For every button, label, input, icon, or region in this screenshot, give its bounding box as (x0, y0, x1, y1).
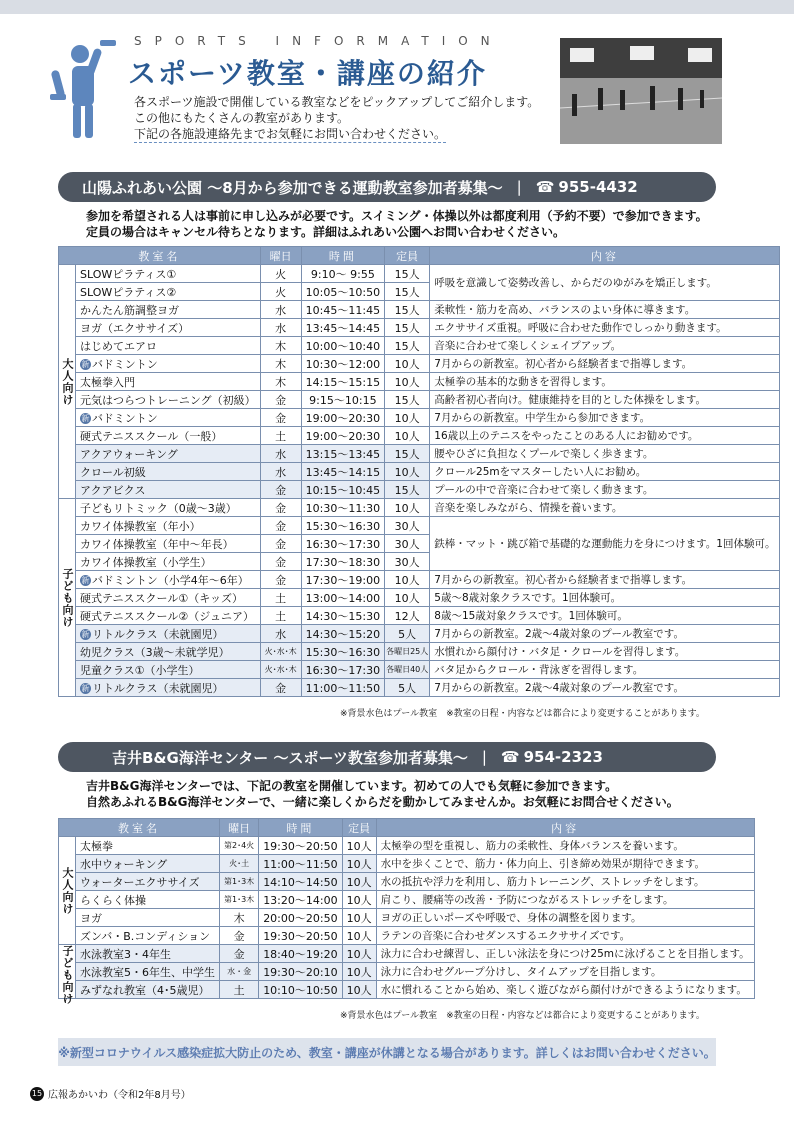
class-capacity: 10人 (342, 981, 376, 999)
class-day: 金 (260, 553, 301, 571)
class-capacity: 10人 (342, 837, 376, 855)
class-name-text: 硬式テニススクール（一般） (80, 429, 223, 443)
class-description: バタ足からクロール・背泳ぎを習得します。 (430, 661, 780, 679)
class-name-text: 幼児クラス（3歳～未就学児） (80, 645, 230, 659)
table-row (59, 337, 780, 355)
class-name (76, 589, 261, 607)
class-day: 火･土 (220, 855, 259, 873)
table-row (59, 391, 780, 409)
sports-information-label: SPORTS INFORMATION (134, 34, 503, 48)
class-time: 19:30～20:50 (259, 927, 342, 945)
table-row (59, 963, 755, 981)
class-name (76, 909, 220, 927)
class-description: 7月からの新教室。初心者から経験者まで指導します。 (430, 355, 780, 373)
class-capacity: 各曜日40人 (385, 661, 430, 679)
class-day: 火･水･木 (260, 643, 301, 661)
class-capacity: 15人 (385, 481, 430, 499)
class-name-text: 水泳教室5・6年生、中学生 (80, 965, 215, 979)
class-day: 土 (260, 589, 301, 607)
class-time: 10:15～10:45 (301, 481, 384, 499)
class-name-text: ウォーターエクササイズ (80, 875, 200, 889)
class-time: 13:45～14:45 (301, 319, 384, 337)
class-description: 腰やひざに負担なくプールで楽しく歩きます。 (430, 445, 780, 463)
table-header-row (59, 247, 780, 265)
table-row (59, 499, 780, 517)
class-capacity: 10人 (342, 909, 376, 927)
class-day: 水 (260, 301, 301, 319)
class-name-text: バドミントン (92, 411, 158, 425)
new-badge-icon: 新 (81, 630, 90, 639)
sanyo-section-header (58, 172, 716, 202)
col-header-content: 内容 (430, 247, 780, 265)
category-child: 子ども向け (59, 499, 76, 697)
class-name (76, 319, 261, 337)
class-name-text: 硬式テニススクール②（ジュニア） (80, 609, 254, 623)
class-name-text: リトルクラス（未就園児） (92, 681, 224, 695)
class-capacity: 30人 (385, 553, 430, 571)
class-description: ヨガの正しいポーズや呼吸で、身体の調整を図ります。 (376, 909, 754, 927)
class-name (76, 927, 220, 945)
new-badge-icon: 新 (81, 576, 90, 585)
table-row (59, 607, 780, 625)
class-time: 10:30～11:30 (301, 499, 384, 517)
col-header-day: 曜日 (260, 247, 301, 265)
class-day: 第2･4火 (220, 837, 259, 855)
class-name-text: はじめてエアロ (80, 339, 157, 353)
sanyo-lead (86, 208, 708, 240)
class-description: 肩こり、腰痛等の改善・予防につながるストレッチをします。 (376, 891, 754, 909)
class-name (76, 517, 261, 535)
class-capacity: 10人 (385, 463, 430, 481)
class-day: 第1･3木 (220, 891, 259, 909)
class-time: 11:00～11:50 (259, 855, 342, 873)
class-time: 16:30～17:30 (301, 535, 384, 553)
category-adult: 大人向け (59, 265, 76, 499)
class-day: 土 (260, 427, 301, 445)
sanyo-lead-line: 参加を希望される人は事前に申し込みが必要です。スイミング・体操以外は都度利用（予約不要）で参加できます。 (86, 209, 708, 223)
class-name (76, 283, 261, 301)
yoshii-section-header (58, 742, 716, 772)
class-description: プールの中で音楽に合わせて楽しく動きます。 (430, 481, 780, 499)
col-header-name: 教室名 (59, 247, 261, 265)
class-name-text: カワイ体操教室（年小） (80, 519, 201, 533)
class-name-text: 硬式テニススクール①（キッズ） (80, 591, 243, 605)
class-capacity: 15人 (385, 337, 430, 355)
new-badge-icon: 新 (81, 360, 90, 369)
separator: | (481, 748, 487, 766)
class-day: 金 (260, 679, 301, 697)
table-row (59, 571, 780, 589)
class-name (76, 499, 261, 517)
class-name-text: らくらく体操 (80, 893, 146, 907)
class-capacity: 5人 (385, 679, 430, 697)
class-day: 木 (260, 337, 301, 355)
class-description: 音楽を楽しみながら、情操を養います。 (430, 499, 780, 517)
class-capacity: 10人 (385, 589, 430, 607)
class-name-text: アクアビクス (80, 483, 146, 497)
class-description: 7月からの新教室。中学生から参加できます。 (430, 409, 780, 427)
table-row (59, 319, 780, 337)
class-day: 木 (260, 373, 301, 391)
class-name-text: ヨガ（エクササイズ） (80, 321, 190, 335)
class-name (76, 265, 261, 283)
class-capacity: 12人 (385, 607, 430, 625)
yoshii-lead (86, 778, 679, 810)
class-day: 金 (260, 517, 301, 535)
covid-notice: ※新型コロナウイルス感染症拡大防止のため、教室・講座が休講となる場合があります。詳しくはお問い合わせください。 (58, 1038, 716, 1066)
class-name (76, 625, 261, 643)
class-name-text: リトルクラス（未就園児） (92, 627, 224, 641)
class-day: 水 (260, 319, 301, 337)
class-name (76, 553, 261, 571)
category-child: 子ども向け (59, 945, 76, 999)
class-capacity: 10人 (342, 855, 376, 873)
col-header-time: 時間 (259, 819, 342, 837)
class-name (76, 661, 261, 679)
class-capacity: 10人 (385, 499, 430, 517)
class-capacity: 10人 (385, 571, 430, 589)
class-description: 太極拳の基本的な動きを習得します。 (430, 373, 780, 391)
class-day: 水・金 (220, 963, 259, 981)
class-name-text: ヨガ (80, 911, 102, 925)
table-row (59, 945, 755, 963)
class-day: 金 (260, 571, 301, 589)
class-day: 木 (260, 355, 301, 373)
class-name-text: 子どもリトミック（0歳～3歳） (80, 501, 237, 515)
table-row (59, 517, 780, 535)
sanyo-phone-number: 955-4432 (558, 178, 638, 196)
class-day: 金 (260, 409, 301, 427)
class-description: 7月からの新教室。初心者から経験者まで指導します。 (430, 571, 780, 589)
class-day: 金 (260, 499, 301, 517)
class-name (76, 337, 261, 355)
top-band (0, 0, 794, 14)
class-time: 10:30～12:00 (301, 355, 384, 373)
table-row (59, 445, 780, 463)
class-name-text: 元気はつらつトレーニング（初級） (80, 393, 256, 407)
table-row (59, 355, 780, 373)
class-day: 火 (260, 283, 301, 301)
table-row (59, 873, 755, 891)
table-row (59, 981, 755, 999)
class-description: ラテンの音楽に合わせダンスするエクササイズです。 (376, 927, 754, 945)
intro-line: 各スポーツ施設で開催している教室などをピックアップしてご紹介します。 (134, 95, 540, 109)
class-time: 19:00～20:30 (301, 409, 384, 427)
class-name-text: クロール初級 (80, 465, 146, 479)
new-badge-icon: 新 (81, 414, 90, 423)
class-name-text: カワイ体操教室（小学生） (80, 555, 212, 569)
yoshii-note: ※背景水色はプール教室 ※教室の日程・内容などは都合により変更することがあります。 (340, 1011, 705, 1021)
class-time: 10:05～10:50 (301, 283, 384, 301)
table-row (59, 643, 780, 661)
athlete-icon (50, 40, 122, 138)
class-name-text: ズンバ・B.コンディション (80, 929, 211, 943)
class-name (76, 355, 261, 373)
class-day: 水 (260, 625, 301, 643)
intro-line: この他にもたくさんの教室があります。 (134, 111, 350, 125)
phone-icon: ☎ (500, 748, 520, 766)
yoshii-phone-number: 954-2323 (523, 748, 603, 766)
class-time: 13:20～14:00 (259, 891, 342, 909)
table-row (59, 855, 755, 873)
yoshii-phone (501, 748, 603, 766)
class-time: 14:15～15:15 (301, 373, 384, 391)
class-description: 泳力に合わせ練習し、正しい泳法を身につけ25mに泳げることを目指します。 (376, 945, 754, 963)
class-description: クロール25mをマスターしたい人にお勧め。 (430, 463, 780, 481)
class-time: 16:30～17:30 (301, 661, 384, 679)
class-description: 水慣れから顔付け・バタ足・クロールを習得します。 (430, 643, 780, 661)
class-time: 14:30～15:30 (301, 607, 384, 625)
class-description: 7月からの新教室。2歳～4歳対象のプール教室です。 (430, 625, 780, 643)
class-name (76, 607, 261, 625)
class-capacity: 15人 (385, 445, 430, 463)
class-capacity: 15人 (385, 319, 430, 337)
class-name (76, 301, 261, 319)
class-name (76, 837, 220, 855)
phone-icon: ☎ (535, 178, 555, 196)
col-header-capacity: 定員 (342, 819, 376, 837)
class-time: 18:40～19:20 (259, 945, 342, 963)
table-row (59, 373, 780, 391)
class-capacity: 10人 (342, 927, 376, 945)
sanyo-note: ※背景水色はプール教室 ※教室の日程・内容などは都合により変更することがあります。 (340, 709, 705, 719)
class-time: 19:30～20:10 (259, 963, 342, 981)
class-name (76, 463, 261, 481)
table-row (59, 409, 780, 427)
class-time: 15:30～16:30 (301, 643, 384, 661)
sanyo-class-table (58, 246, 780, 697)
class-name (76, 945, 220, 963)
class-name (76, 981, 220, 999)
class-name-text: SLOWピラティス② (80, 285, 177, 299)
class-name (76, 445, 261, 463)
yoshii-lead-line: 吉井B&G海洋センターでは、下記の教室を開催しています。初めての人でも気軽に参加できます。 (86, 779, 618, 793)
class-name (76, 427, 261, 445)
table-header-row (59, 819, 755, 837)
class-name-text: 水中ウォーキング (80, 857, 168, 871)
class-name-text: 児童クラス①（小学生） (80, 663, 200, 677)
col-header-capacity: 定員 (385, 247, 430, 265)
class-capacity: 10人 (342, 963, 376, 981)
class-capacity: 5人 (385, 625, 430, 643)
class-description: 太極拳の型を重視し、筋力の柔軟性、身体バランスを養います。 (376, 837, 754, 855)
footer (30, 1086, 191, 1101)
class-time: 13:15～13:45 (301, 445, 384, 463)
class-description: 5歳～8歳対象クラスです。1回体験可。 (430, 589, 780, 607)
class-capacity: 15人 (385, 283, 430, 301)
class-description: 水中を歩くことで、筋力・体力向上、引き締め効果が期待できます。 (376, 855, 754, 873)
separator: | (516, 178, 522, 196)
class-capacity: 10人 (385, 409, 430, 427)
class-day: 金 (220, 945, 259, 963)
class-time: 17:30～18:30 (301, 553, 384, 571)
class-capacity: 30人 (385, 517, 430, 535)
class-description: 音楽に合わせて楽しくシェイプアップ。 (430, 337, 780, 355)
class-time: 15:30～16:30 (301, 517, 384, 535)
table-row (59, 909, 755, 927)
table-row (59, 625, 780, 643)
class-time: 10:00～10:40 (301, 337, 384, 355)
category-adult: 大人向け (59, 837, 76, 945)
class-description: 水に慣れることから始め、楽しく遊びながら顔付けができるようになります。 (376, 981, 754, 999)
new-badge-icon: 新 (81, 684, 90, 693)
class-day: 水 (260, 445, 301, 463)
class-name (76, 481, 261, 499)
class-name (76, 535, 261, 553)
class-name (76, 643, 261, 661)
class-name (76, 679, 261, 697)
table-row (59, 661, 780, 679)
class-description: 鉄棒・マット・跳び箱で基礎的な運動能力を身につけます。1回体験可。 (430, 517, 780, 571)
class-day: 木 (220, 909, 259, 927)
intro-line: 下記の各施設連絡先までお気軽にお問い合わせください。 (134, 127, 447, 141)
table-row (59, 481, 780, 499)
class-time: 13:00～14:00 (301, 589, 384, 607)
class-description: 呼吸を意識して姿勢改善し、からだのゆがみを矯正します。 (430, 265, 780, 301)
class-capacity: 10人 (385, 427, 430, 445)
class-day: 土 (260, 607, 301, 625)
class-day: 金 (260, 481, 301, 499)
class-description: エクササイズ重視。呼吸に合わせた動作でしっかり動きます。 (430, 319, 780, 337)
footer-publication: 広報あかいわ（令和2年8月号） (48, 1090, 191, 1101)
class-day: 火 (260, 265, 301, 283)
table-row (59, 301, 780, 319)
yoshii-class-table (58, 818, 755, 1005)
class-capacity: 15人 (385, 265, 430, 283)
class-capacity: 30人 (385, 535, 430, 553)
class-name-text: バドミントン (92, 357, 158, 371)
class-name-text: バドミントン（小学4年～6年） (92, 573, 249, 587)
table-row (59, 265, 780, 283)
class-capacity: 各曜日25人 (385, 643, 430, 661)
class-name-text: 太極拳入門 (80, 375, 135, 389)
class-capacity: 10人 (342, 945, 376, 963)
class-capacity: 15人 (385, 391, 430, 409)
class-name-text: SLOWピラティス① (80, 267, 177, 281)
class-description: 16歳以上のテニスをやったことのある人にお勧めです。 (430, 427, 780, 445)
class-description: 8歳～15歳対象クラスです。1回体験可。 (430, 607, 780, 625)
class-name-text: かんたん筋調整ヨガ (80, 303, 179, 317)
class-name-text: 太極拳 (80, 839, 113, 853)
col-header-name: 教室名 (59, 819, 220, 837)
class-description: 高齢者初心者向け。健康維持を目的とした体操をします。 (430, 391, 780, 409)
page-title: スポーツ教室・講座の紹介 (128, 57, 487, 90)
class-name-text: アクアウォーキング (80, 447, 178, 461)
table-row (59, 427, 780, 445)
table-row (59, 589, 780, 607)
class-time: 9:15～10:15 (301, 391, 384, 409)
class-name (76, 891, 220, 909)
class-day: 第1･3木 (220, 873, 259, 891)
class-time: 10:10～10:50 (259, 981, 342, 999)
class-day: 火･水･木 (260, 661, 301, 679)
class-name (76, 855, 220, 873)
class-day: 金 (220, 927, 259, 945)
table-row (59, 837, 755, 855)
class-time: 19:30～20:50 (259, 837, 342, 855)
class-day: 水 (260, 463, 301, 481)
class-time: 10:45～11:45 (301, 301, 384, 319)
class-capacity: 10人 (342, 891, 376, 909)
class-day: 金 (260, 391, 301, 409)
class-time: 14:30～15:20 (301, 625, 384, 643)
sanyo-phone (536, 178, 638, 196)
class-name-text: みずなれ教室（4･5歳児） (80, 983, 210, 997)
table-row (59, 927, 755, 945)
class-name (76, 571, 261, 589)
page-number: 15 (30, 1087, 44, 1101)
yoshii-title: 吉井B&G海洋センター ～スポーツ教室参加者募集～ (112, 748, 468, 767)
class-description: 泳力に合わせグループ分けし、タイムアップを目指します。 (376, 963, 754, 981)
class-name (76, 873, 220, 891)
intro-text (134, 94, 539, 143)
gym-photo (560, 38, 722, 144)
col-header-time: 時間 (301, 247, 384, 265)
sanyo-title: 山陽ふれあい公園 ～8月から参加できる運動教室参加者募集～ (82, 178, 503, 197)
class-day: 金 (260, 535, 301, 553)
yoshii-lead-line: 自然あふれるB&G海洋センターで、一緒に楽しくからだを動かしてみませんか。お気軽にお問合せください。 (86, 795, 679, 809)
class-name (76, 373, 261, 391)
class-time: 14:10～14:50 (259, 873, 342, 891)
class-time: 9:10～ 9:55 (301, 265, 384, 283)
class-time: 11:00～11:50 (301, 679, 384, 697)
class-description: 水の抵抗や浮力を利用し、筋力トレーニング、ストレッチをします。 (376, 873, 754, 891)
class-name-text: カワイ体操教室（年中～年長） (80, 537, 234, 551)
class-capacity: 10人 (385, 373, 430, 391)
class-description: 柔軟性・筋力を高め、バランスのよい身体に導きます。 (430, 301, 780, 319)
col-header-content: 内容 (376, 819, 754, 837)
class-time: 13:45～14:15 (301, 463, 384, 481)
col-header-day: 曜日 (220, 819, 259, 837)
table-row (59, 891, 755, 909)
class-name-text: 水泳教室3・4年生 (80, 947, 171, 961)
class-time: 17:30～19:00 (301, 571, 384, 589)
class-name (76, 409, 261, 427)
class-day: 土 (220, 981, 259, 999)
class-name (76, 963, 220, 981)
class-description: 7月からの新教室。2歳～4歳対象のプール教室です。 (430, 679, 780, 697)
class-time: 20:00～20:50 (259, 909, 342, 927)
sanyo-lead-line: 定員の場合はキャンセル待ちとなります。詳細はふれあい公園へお問い合わせください。 (86, 225, 566, 239)
class-name (76, 391, 261, 409)
class-capacity: 15人 (385, 301, 430, 319)
class-capacity: 10人 (385, 355, 430, 373)
class-time: 19:00～20:30 (301, 427, 384, 445)
table-row (59, 463, 780, 481)
class-capacity: 10人 (342, 873, 376, 891)
table-row (59, 679, 780, 697)
